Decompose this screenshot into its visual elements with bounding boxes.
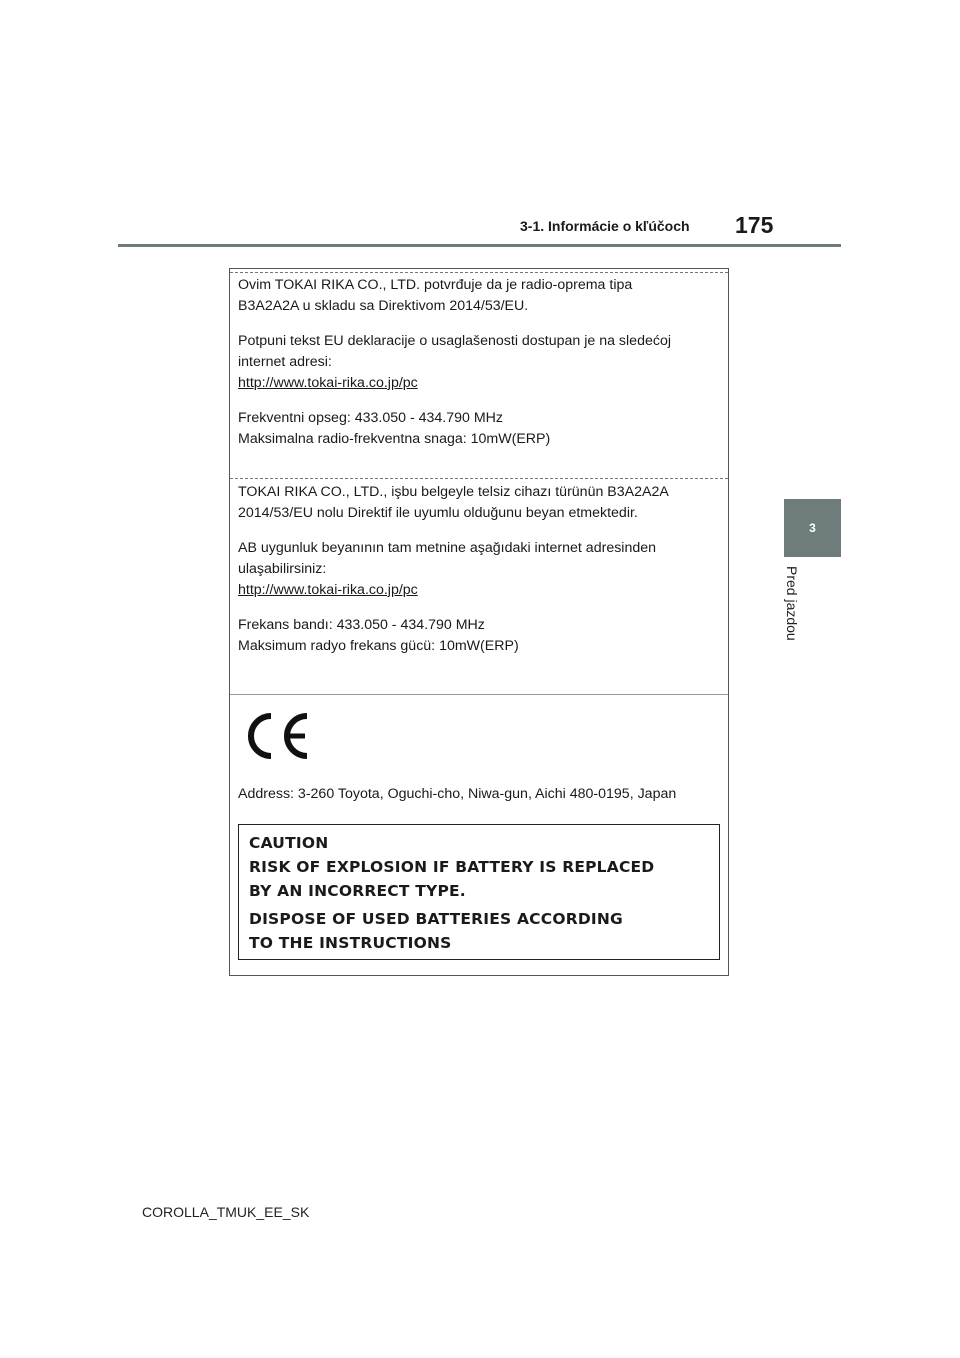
chapter-tab: [784, 499, 841, 557]
caution-line: DISPOSE OF USED BATTERIES ACCORDING: [249, 910, 623, 928]
turkish-frequency: Frekans bandı: 433.050 - 434.790 MHz: [238, 617, 485, 633]
chapter-title: Pred jazdou: [784, 566, 800, 641]
document-code: COROLLA_TMUK_EE_SK: [142, 1204, 310, 1220]
turkish-text-line: TOKAI RIKA CO., LTD., işbu belgeyle telsiz cihazı türünün B3A2A2A: [238, 484, 669, 500]
caution-heading: CAUTION: [249, 834, 329, 852]
header-rule: [118, 244, 841, 247]
ce-mark-icon: [245, 712, 311, 760]
serbian-frequency: Frekventni opseg: 433.050 - 434.790 MHz: [238, 410, 503, 426]
serbian-text-line: internet adresi:: [238, 354, 332, 370]
battery-caution-box: [238, 824, 720, 960]
page-number: 175: [735, 212, 774, 238]
section-title: 3-1. Informácie o kľúčoch: [520, 218, 690, 234]
serbian-declaration: [230, 275, 728, 450]
section-solid-divider: [230, 694, 728, 695]
turkish-text-line: 2014/53/EU nolu Direktif ile uyumlu olduğunu beyan etmektedir.: [238, 505, 638, 521]
manufacturer-address: Address: 3-260 Toyota, Oguchi-cho, Niwa-gun, Aichi 480-0195, Japan: [238, 786, 677, 802]
caution-line: BY AN INCORRECT TYPE.: [249, 882, 466, 900]
top-dashed-divider: [230, 272, 728, 273]
serbian-doc-link[interactable]: http://www.tokai-rika.co.jp/pc: [238, 375, 418, 391]
serbian-text-line: Ovim TOKAI RIKA CO., LTD. potvrđuje da je radio-oprema tipa: [238, 277, 633, 293]
section-dashed-divider: [230, 478, 728, 479]
turkish-power: Maksimum radyo frekans gücü: 10mW(ERP): [238, 638, 519, 654]
caution-line: RISK OF EXPLOSION IF BATTERY IS REPLACED: [249, 858, 655, 876]
turkish-text-line: AB uygunluk beyanının tam metnine aşağıdaki internet adresinden: [238, 540, 657, 556]
turkish-doc-link[interactable]: http://www.tokai-rika.co.jp/pc: [238, 582, 418, 598]
caution-line: TO THE INSTRUCTIONS: [249, 934, 452, 952]
chapter-number: 3: [809, 521, 816, 535]
serbian-text-line: Potpuni tekst EU deklaracije o usaglašenosti dostupan je na sledećoj: [238, 333, 671, 349]
turkish-declaration: [230, 482, 728, 657]
serbian-text-line: B3A2A2A u skladu sa Direktivom 2014/53/EU.: [238, 298, 529, 314]
turkish-text-line: ulaşabilirsiniz:: [238, 561, 327, 577]
serbian-power: Maksimalna radio-frekventna snaga: 10mW(ERP): [238, 431, 551, 447]
